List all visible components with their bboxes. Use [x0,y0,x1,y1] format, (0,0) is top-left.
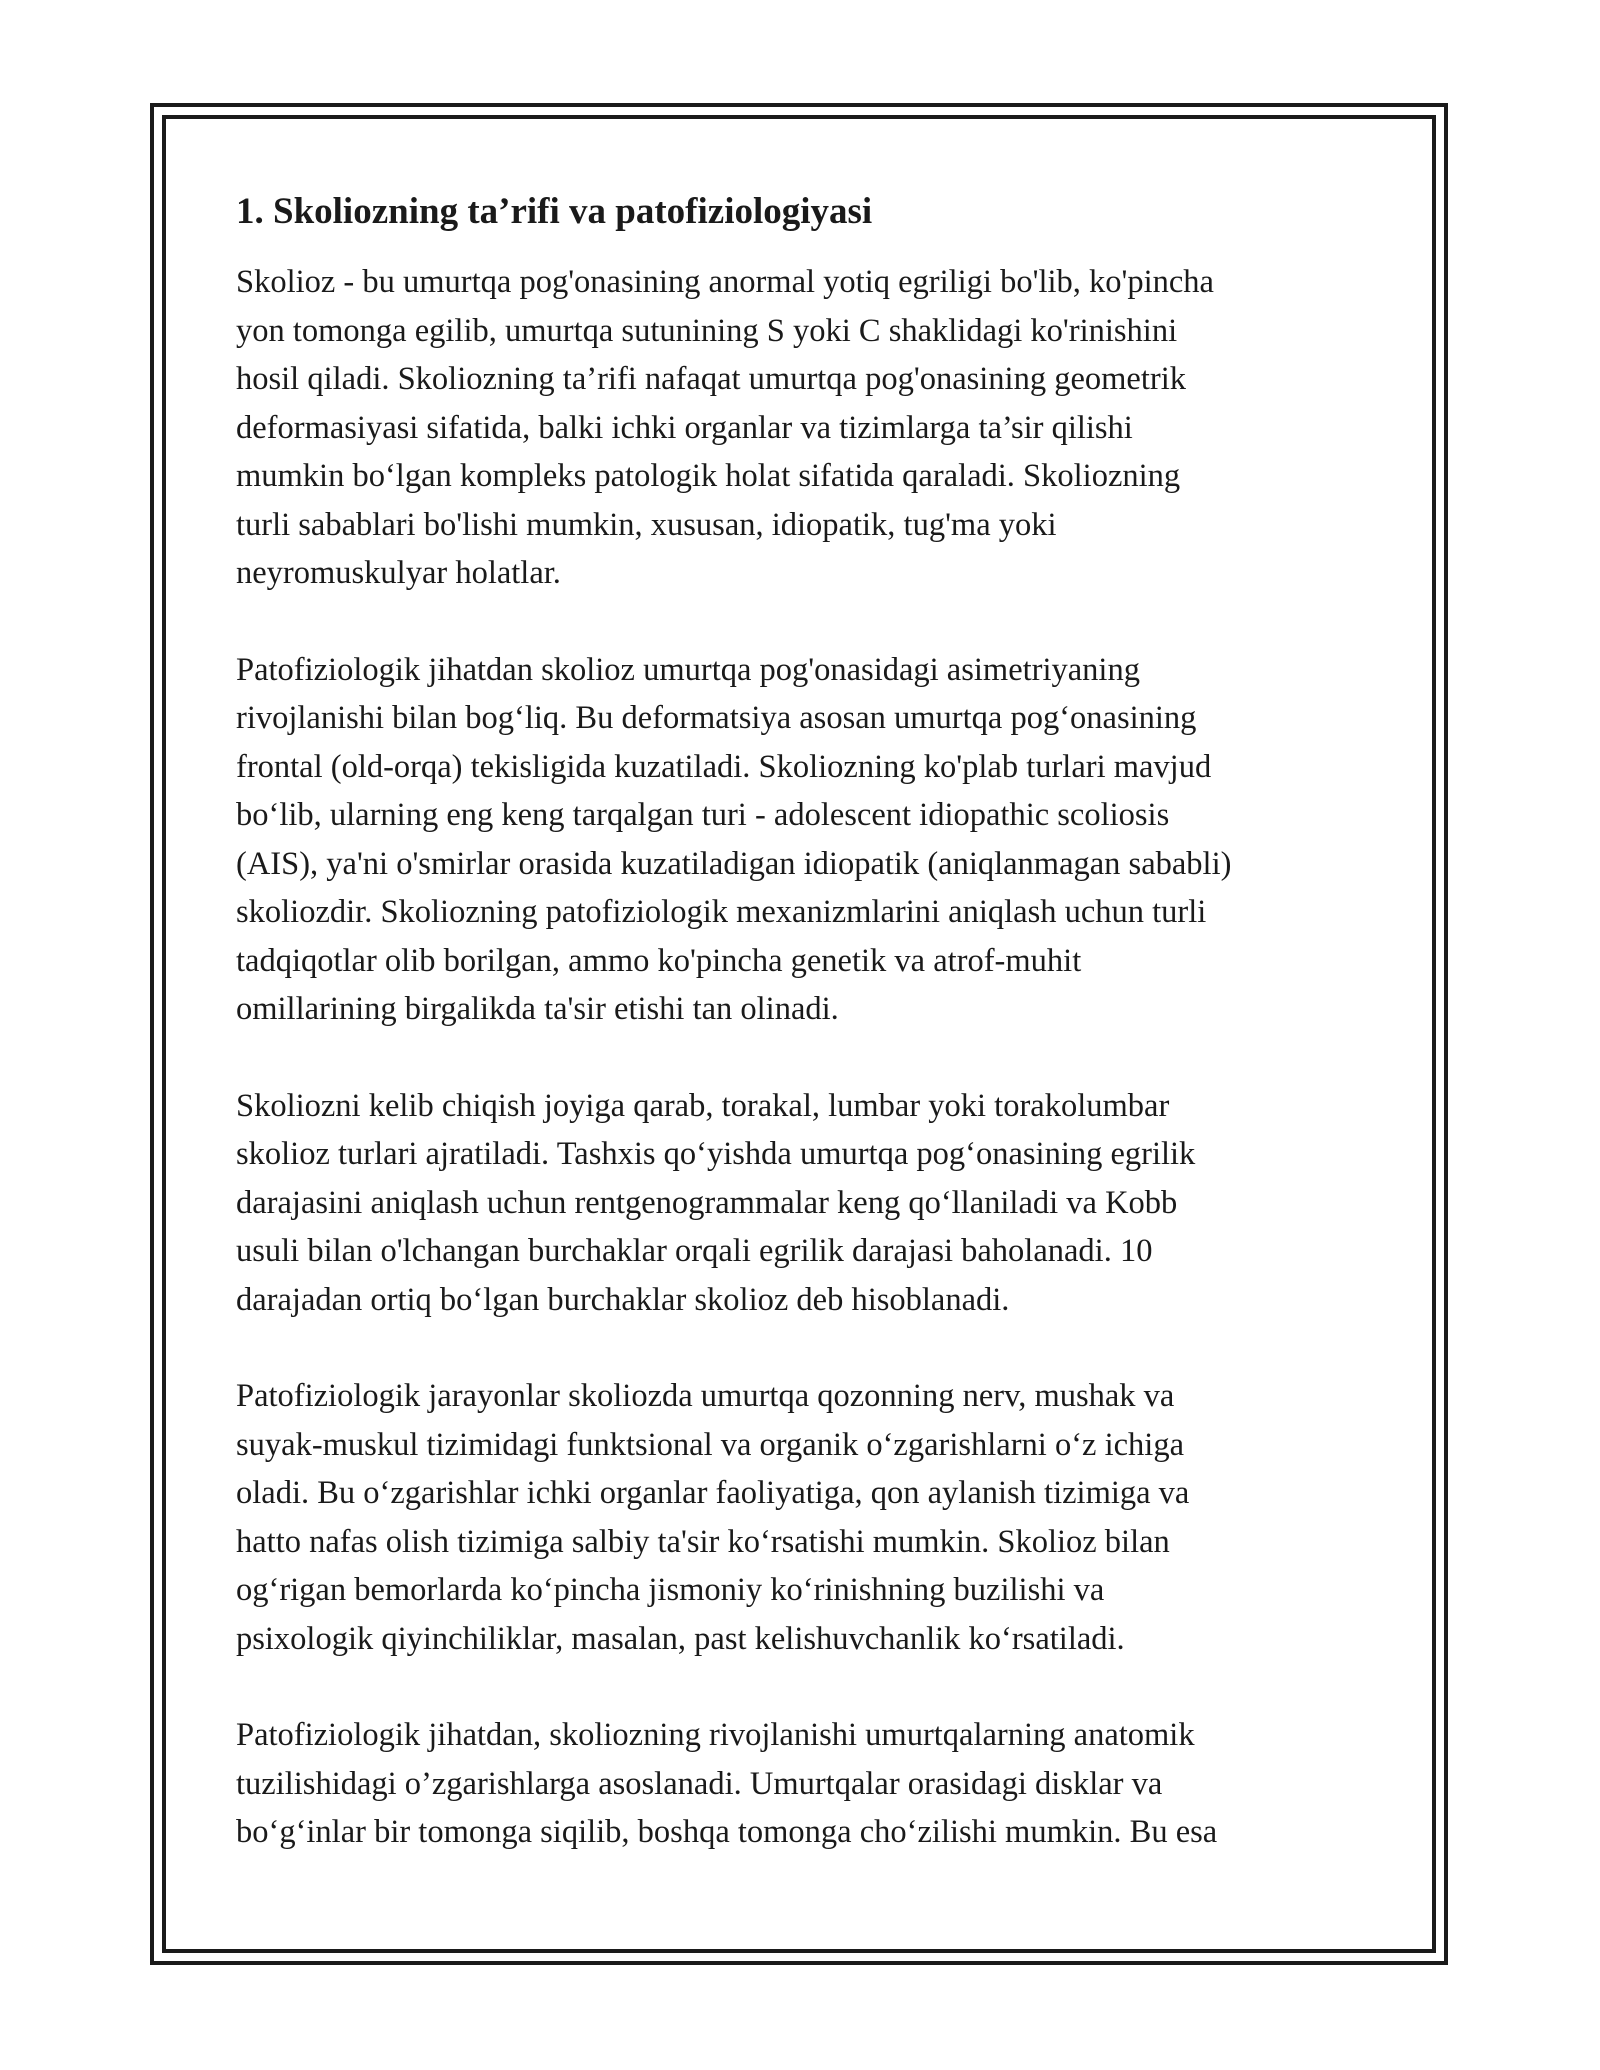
section-heading: 1. Skoliozning ta’rifi va patofiziologiyasi [236,191,873,232]
paragraph-definition: Skolioz - bu umurtqa pog'onasining anormal yotiq egriligi bo'lib, ko'pincha yon tomonga egilib, umurtqa sutunining S yoki C shaklidagi ko'rinishini hosil qiladi. Skoliozning ta’rifi nafaqat umurtqa pog'onasining geometrik deformasiyasi sifatida, balki ichki organlar va tizimlarga ta’sir qilishi mumkin boʻlgan kompleks patologik holat sifatida qaraladi. Skoliozning turli sabablari bo'lishi mumkin, xususan, idiopatik, tug'ma yoki neyromuskulyar holatlar. [236,264,1214,591]
document-body [236,188,1376,1905]
paragraph-pathophysiology: Patofiziologik jihatdan skolioz umurtqa pog'onasidagi asimetriyaning rivojlanishi bilan bogʻliq. Bu deformatsiya asosan umurtqa pogʻonasining frontal (old-orqa) tekisligida kuzatiladi. Skoliozning ko'plab turlari mavjud boʻlib, ularning eng keng tarqalgan turi - adolescent idiopathic scoliosis (AIS), ya'ni o'smirlar orasida kuzatiladigan idiopatik (aniqlanmagan sababli) skoliozdir. Skoliozning patofiziologik mexanizmlarini aniqlash uchun turli tadqiqotlar olib borilgan, ammo ko'pincha genetik va atrof-muhit omillarining birgalikda ta'sir etishi tan olinadi. [236,651,1232,1027]
paragraph-processes: Patofiziologik jarayonlar skoliozda umurtqa qozonning nerv, mushak va suyak-muskul tizimidagi funktsional va organik oʻzgarishlarni oʻz ichiga oladi. Bu oʻzgarishlar ichki organlar faoliyatiga, qon aylanish tizimiga va hatto nafas olish tizimiga salbiy ta'sir koʻrsatishi mumkin. Skolioz bilan ogʻrigan bemorlarda koʻpincha jismoniy koʻrinishning buzilishi va psixologik qiyinchiliklar, masalan, past kelishuvchanlik koʻrsatiladi. [236,1378,1190,1657]
paragraph-classification: Skoliozni kelib chiqish joyiga qarab, torakal, lumbar yoki torakolumbar skolioz turlari ajratiladi. Tashxis qoʻyishda umurtqa pogʻonasining egrilik darajasini aniqlash uchun rentgenogrammalar keng qoʻllaniladi va Kobb usuli bilan o'lchangan burchaklar orqali egrilik darajasi baholanadi. 10 darajadan ortiq boʻlgan burchaklar skolioz deb hisoblanadi. [236,1087,1196,1318]
paragraph-anatomy: Patofiziologik jihatdan, skoliozning rivojlanishi umurtqalarning anatomik tuzilishidagi o’zgarishlarga asoslanadi. Umurtqalar orasidagi disklar va boʻgʻinlar bir tomonga siqilib, boshqa tomonga choʻzilishi mumkin. Bu esa [236,1717,1218,1850]
